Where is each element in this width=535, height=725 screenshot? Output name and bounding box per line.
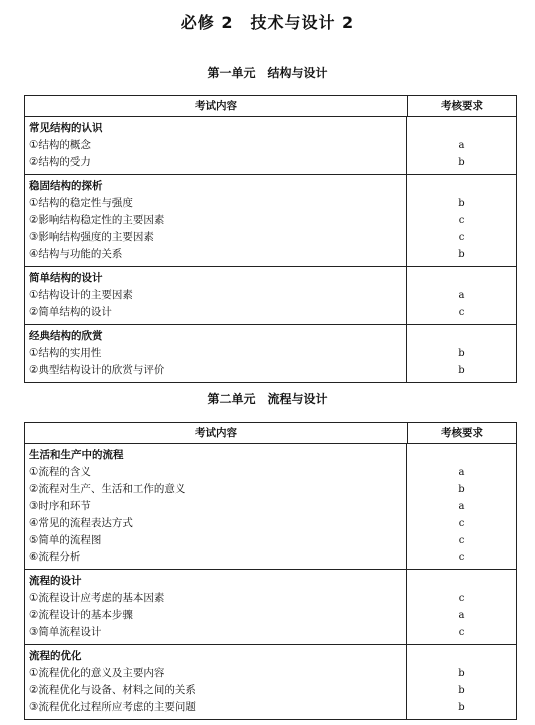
content-item: ③流程优化过程所应考虑的主要问题 — [29, 701, 196, 713]
requirement-level: c — [458, 593, 465, 604]
content-item: ②流程优化与设备、材料之间的关系 — [29, 684, 196, 696]
section-content — [25, 325, 407, 382]
section-title: 稳固结构的探析 — [29, 180, 103, 192]
requirement-level: b — [458, 685, 465, 696]
content-item: ①结构设计的主要因素 — [29, 289, 133, 301]
page-title: 必修 2 技术与设计 2 — [180, 13, 355, 32]
table-section — [25, 267, 516, 325]
requirement-spacer — [407, 328, 516, 345]
content-item: ①流程优化的意义及主要内容 — [29, 667, 165, 679]
requirement-level: c — [458, 552, 465, 563]
content-item: ①结构的稳定性与强度 — [29, 197, 133, 209]
table-section — [25, 444, 516, 570]
requirement-spacer — [407, 447, 516, 464]
requirement-spacer — [407, 120, 516, 137]
content-item: ②简单结构的设计 — [29, 306, 112, 318]
header-content: 考试内容 — [25, 96, 408, 116]
content-item: ③影响结构强度的主要因素 — [29, 231, 154, 243]
requirement-spacer — [407, 573, 516, 590]
content-item: ④常见的流程表达方式 — [29, 517, 133, 529]
section-title: 简单结构的设计 — [29, 272, 103, 284]
content-item: ⑥流程分析 — [29, 551, 81, 563]
requirement-level: b — [458, 348, 465, 359]
requirement-level: b — [458, 484, 465, 495]
section-title: 流程的设计 — [29, 575, 82, 587]
requirement-level: c — [458, 627, 465, 638]
section-content — [25, 117, 407, 174]
section-title: 经典结构的欣赏 — [29, 330, 103, 342]
section-requirements — [407, 645, 516, 719]
requirement-level: c — [458, 232, 465, 243]
unit-2-table — [24, 422, 517, 720]
content-item: ②流程设计的基本步骤 — [29, 609, 133, 621]
requirement-level: c — [458, 535, 465, 546]
header-requirement: 考核要求 — [441, 100, 483, 112]
requirement-level: b — [458, 668, 465, 679]
content-item: ①结构的实用性 — [29, 347, 102, 359]
requirement-level: b — [458, 157, 465, 168]
section-requirements — [407, 570, 516, 644]
requirement-level: b — [458, 198, 465, 209]
header-content: 考试内容 — [25, 423, 408, 443]
requirement-spacer — [407, 648, 516, 665]
requirement-level: a — [458, 467, 465, 478]
table-section — [25, 117, 516, 175]
content-item: ②流程对生产、生活和工作的意义 — [29, 483, 186, 495]
content-item: ①流程的含义 — [29, 466, 91, 478]
section-requirements — [407, 117, 516, 174]
table-section — [25, 570, 516, 645]
table-section — [25, 325, 516, 382]
content-item: ②典型结构设计的欣赏与评价 — [29, 364, 165, 376]
section-content — [25, 444, 407, 569]
section-requirements — [407, 175, 516, 266]
requirement-level: c — [458, 215, 465, 226]
section-content — [25, 267, 407, 324]
unit-1-title: 第一单元 结构与设计 — [207, 66, 328, 80]
section-requirements — [407, 444, 516, 569]
requirement-level: a — [458, 290, 465, 301]
content-item: ③简单流程设计 — [29, 626, 102, 638]
requirement-spacer — [407, 270, 516, 287]
section-title: 常见结构的认识 — [29, 122, 103, 134]
content-item: ⑤简单的流程图 — [29, 534, 102, 546]
section-content — [25, 570, 407, 644]
requirement-level: a — [458, 140, 465, 151]
section-title: 流程的优化 — [29, 650, 82, 662]
requirement-level: b — [458, 249, 465, 260]
section-title: 生活和生产中的流程 — [29, 449, 124, 461]
table-header — [25, 423, 516, 444]
table-section — [25, 645, 516, 719]
content-item: ①流程设计应考虑的基本因素 — [29, 592, 165, 604]
section-content — [25, 645, 407, 719]
requirement-level: a — [458, 501, 465, 512]
requirement-level: c — [458, 518, 465, 529]
content-item: ②影响结构稳定性的主要因素 — [29, 214, 165, 226]
requirement-level: b — [458, 365, 465, 376]
content-item: ④结构与功能的关系 — [29, 248, 123, 260]
content-item: ②结构的受力 — [29, 156, 91, 168]
unit-1-table — [24, 95, 517, 383]
section-content — [25, 175, 407, 266]
requirement-level: a — [458, 610, 465, 621]
table-section — [25, 175, 516, 267]
content-item: ③时序和环节 — [29, 500, 91, 512]
unit-2-title: 第二单元 流程与设计 — [207, 392, 328, 406]
section-requirements — [407, 325, 516, 382]
table-header — [25, 96, 516, 117]
header-requirement: 考核要求 — [441, 427, 483, 439]
requirement-spacer — [407, 178, 516, 195]
section-requirements — [407, 267, 516, 324]
requirement-level: c — [458, 307, 465, 318]
content-item: ①结构的概念 — [29, 139, 91, 151]
requirement-level: b — [458, 702, 465, 713]
